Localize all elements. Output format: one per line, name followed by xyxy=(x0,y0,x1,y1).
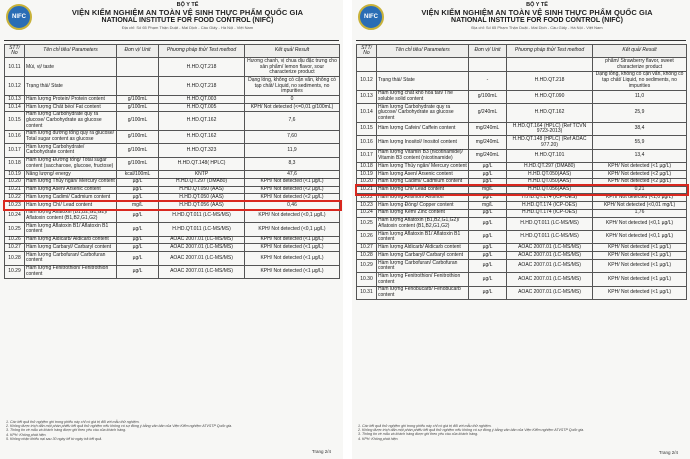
table-row xyxy=(357,209,687,217)
row-parameter: Hàm lượng Asen/ Arsenic content xyxy=(377,170,469,178)
table-row xyxy=(357,178,687,186)
row-method: H.HD.QT.005 xyxy=(159,104,245,112)
report-header xyxy=(352,0,690,44)
row-result: KPH/ Not detected (<1 µg/L) xyxy=(593,259,687,272)
table-row xyxy=(5,265,340,278)
row-number: 10.12 xyxy=(357,71,377,90)
row-parameter: Hàm lượng Carbofuran/ Carbofuran content xyxy=(377,259,469,272)
report-notes xyxy=(358,424,684,441)
row-method: H.HD.QT.174 (ICP-OES) xyxy=(507,202,593,210)
row-unit: µg/L xyxy=(469,217,507,230)
page-number: Trang 2/4 xyxy=(658,450,678,455)
row-method: AOAC 2007.01 (LC-MS/MS) xyxy=(507,286,593,299)
row-unit: - xyxy=(469,71,507,90)
row-parameter: Hàm lượng Aflatoxin B1/ Aflatoxin B1 content xyxy=(377,231,469,244)
row-parameter xyxy=(377,58,469,71)
row-result: KPH/ Not detected (<0,1 µg/L) xyxy=(245,209,340,222)
row-parameter: Hàm lượng Carbaryl/ Carbaryl content xyxy=(377,252,469,260)
row-method: H.HD.QT.003 xyxy=(159,96,245,104)
row-unit: µg/L xyxy=(117,223,159,236)
report-header xyxy=(0,0,343,44)
row-result: KPH/ Not detected (<1 µg/L) xyxy=(593,163,687,171)
row-result: 0,21 xyxy=(593,186,687,194)
row-unit: µg/L xyxy=(117,186,159,194)
row-parameter: Hàm lượng Cadimi/ Cadmium content xyxy=(377,178,469,186)
row-method: AOAC 2007.01 (LC-MS/MS) xyxy=(159,252,245,265)
table-row xyxy=(5,130,340,143)
table-row xyxy=(5,96,340,104)
row-parameter: Hàm lượng chất khô hòa tan/ The soluble solid content xyxy=(377,90,469,103)
row-number: 10.26 xyxy=(357,231,377,244)
row-unit xyxy=(117,58,159,77)
col-method: Phương pháp thử/ Test method xyxy=(159,45,245,58)
row-unit: µg/L xyxy=(469,163,507,171)
row-result: KPH/ Not detected (<1 µg/L) xyxy=(245,236,340,244)
row-method: H.HD.QT.164 (HPLC) (Ref TCVN 9723-2013) xyxy=(507,123,593,136)
institute-name-en: NATIONAL INSTITUTE FOR FOOD CONTROL (NIFC) xyxy=(451,17,623,24)
row-result: KPH/ Not detected (<2 µg/L) xyxy=(245,186,340,194)
institute-name-en: NATIONAL INSTITUTE FOR FOOD CONTROL (NIFC) xyxy=(101,17,274,24)
report-page-left xyxy=(0,0,343,459)
row-method: AOAC 2007.01 (LC-MS/MS) xyxy=(507,259,593,272)
row-unit: µg/L xyxy=(469,244,507,252)
table-row xyxy=(5,144,340,157)
table-row xyxy=(357,149,687,162)
row-method: AOAC 2007.01 (LC-MS/MS) xyxy=(159,236,245,244)
row-unit: µg/L xyxy=(469,286,507,299)
row-unit: µg/L xyxy=(117,252,159,265)
table-row xyxy=(357,71,687,90)
row-number: 10.28 xyxy=(5,252,25,265)
row-result: KPH/ Not detected (<=0,01 g/100mL) xyxy=(245,104,340,112)
row-result: 7,60 xyxy=(245,130,340,143)
nifc-logo: NIFC xyxy=(6,4,32,30)
row-result: 0,46 xyxy=(245,202,340,210)
row-result: KPH/ Not detected (<1 µg/L) xyxy=(245,265,340,278)
row-method: H.HD.QT.050 (AAS) xyxy=(159,186,245,194)
note-line: 1. Các kết quả thử nghiệm ghi trong phiếu này chỉ có giá trị đối với mẫu thử nghiệm. xyxy=(6,420,140,424)
row-number: 10.28 xyxy=(357,252,377,260)
row-parameter: Mùi, vị/ taste xyxy=(25,58,117,77)
row-number: 10.17 xyxy=(357,149,377,162)
table-row xyxy=(357,194,687,202)
row-number: 10.13 xyxy=(357,90,377,103)
col-unit: Đơn vị/ Unit xyxy=(469,45,507,58)
row-unit: µg/L xyxy=(469,273,507,286)
note-line: 3. Thông tin về mẫu và khách hàng được ghi theo yêu cầu của khách hàng. xyxy=(358,432,479,437)
row-unit: µg/L xyxy=(469,259,507,272)
col-stt: STT/ No xyxy=(357,45,377,58)
row-unit: kcal/100mL xyxy=(117,170,159,178)
row-number: 10.11 xyxy=(5,58,25,77)
row-result: 13,4 xyxy=(593,149,687,162)
col-parameters: Tên chỉ tiêu/ Parameters xyxy=(25,45,117,58)
row-method: AOAC 2007.01 (LC-MS/MS) xyxy=(507,244,593,252)
row-parameter: Hàm lượng Carbaryl/ Carbaryl content xyxy=(25,244,117,252)
table-row xyxy=(5,209,340,222)
table-row xyxy=(5,111,340,130)
row-parameter: Hàm lượng Thủy ngân/ Mercury content xyxy=(26,178,115,185)
header-divider xyxy=(356,40,686,41)
row-method: H.HD.QT.174 (ICP-OES) xyxy=(507,209,593,217)
row-method: H.HD.QT.011 (LC-MS/MS) xyxy=(507,231,593,244)
row-parameter: Hàm lượng Aflatoxin B1/ Aflatoxin B1 content xyxy=(25,223,117,236)
row-result: KPH/ Not detected (<1 µg/L) xyxy=(593,286,687,299)
row-unit: µg/L xyxy=(117,244,159,252)
row-number: 10.30 xyxy=(357,273,377,286)
table-row xyxy=(357,170,687,178)
row-result: 25,9 xyxy=(593,104,687,123)
note-line: 5. Không nhận khiếu nại sau 30 ngày kể từ ngày trả kết quả. xyxy=(6,436,103,441)
table-row xyxy=(357,136,687,149)
row-parameter: Trạng thái/ State xyxy=(25,77,117,96)
ministry-name: BỘ Y TẾ xyxy=(176,2,199,8)
row-method: H.HD.QT.011 (LC-MS/MS) xyxy=(159,223,245,236)
row-method xyxy=(507,58,593,71)
row-method: H.HD.QT.148( HPLC) xyxy=(159,157,245,170)
row-number: 10.16 xyxy=(357,136,377,149)
row-method: H.HD.QT.056 (AAS) xyxy=(159,202,245,210)
row-method: H.HD.QT.297 (DMA80) xyxy=(159,178,245,186)
col-unit: Đơn vị/ Unit xyxy=(117,45,159,58)
results-body xyxy=(5,58,340,279)
row-parameter: Hàm lượng Aflatoxin (B1,B2,G1,G2)/ Aflatoxin content (B1,B2,G1,G2) xyxy=(377,217,469,230)
results-table xyxy=(4,44,340,279)
row-result: 7,6 xyxy=(245,111,340,130)
row-number: 10.14 xyxy=(5,104,25,112)
row-parameter: Hàm lượng Đồng/ Copper content xyxy=(377,202,469,210)
row-method: AOAC 2007.01 (LC-MS/MS) xyxy=(507,273,593,286)
table-row xyxy=(357,259,687,272)
row-result: KPH/ Not detected (<1,0 µg/L) xyxy=(593,194,687,202)
note-line: 3. Thông tin về mẫu và khách hàng được ghi theo yêu cầu của khách hàng. xyxy=(6,428,127,433)
table-row xyxy=(5,186,340,194)
row-result: Dạng lỏng, không có cặn vẩn, không có tạp chất/ Liquid, no sediments, no impurities xyxy=(593,71,687,90)
table-row xyxy=(357,186,687,194)
row-parameter: Hàm lượng Chất béo/ Fat content xyxy=(25,104,117,112)
row-number: 10.15 xyxy=(357,123,377,136)
row-parameter: Hàm lượng Đường tổng/ Total sugar content (saccharose, glucose, fructose) xyxy=(25,157,117,170)
row-method: H.HD.QT.050(AAS) xyxy=(507,178,593,186)
table-row xyxy=(5,194,340,202)
table-row xyxy=(5,223,340,236)
row-method: H.HD.QT.050 (AAS) xyxy=(159,194,245,202)
row-unit: mg/240mL xyxy=(469,123,507,136)
row-number: 10.19 xyxy=(5,170,25,178)
row-result: KPH/ Not detected (<1 µg/L) xyxy=(245,252,340,265)
nifc-logo: NIFC xyxy=(358,4,384,30)
row-method: AOAC 2007.01 (LC-MS/MS) xyxy=(159,244,245,252)
row-number: 10.29 xyxy=(5,265,25,278)
row-method: H.HD.QT.090 xyxy=(507,90,593,103)
row-result: 11,9 xyxy=(245,144,340,157)
row-parameter: Hàm lượng Antimon/ Antimon xyxy=(377,194,469,202)
row-unit: µg/L xyxy=(117,236,159,244)
row-parameter: Hàm lượng Cafein/ Caffein content xyxy=(377,123,469,136)
institute-name-vn: VIỆN KIỂM NGHIỆM AN TOÀN VỆ SINH THỰC PHẨM QUỐC GIA xyxy=(421,8,653,17)
table-row xyxy=(5,77,340,96)
header-divider xyxy=(4,40,339,41)
table-row xyxy=(357,90,687,103)
row-result: KPH/ Not detected (<0,1 µg/L) xyxy=(593,231,687,244)
row-number: 10.29 xyxy=(357,259,377,272)
row-result: phẩm/ Strawberry flavor, sweet characterize product xyxy=(593,58,687,71)
table-row xyxy=(5,202,340,210)
note-line: 4. KPH: Không phát hiện. xyxy=(6,432,47,437)
table-row xyxy=(5,58,340,77)
table-row xyxy=(357,244,687,252)
table-header-row xyxy=(5,45,340,58)
note-line: 2. Không được trích dẫn một phần phiếu kết quả thử nghiệm nếu không có sự đồng ý bằng văn bản của Viện Kiểm nghiệm ATVSTP Quốc gia. xyxy=(358,428,585,433)
row-method: H.HD.QT.011 (LC-MS/MS) xyxy=(159,209,245,222)
row-number: 10.18 xyxy=(357,163,377,171)
results-table xyxy=(356,44,687,300)
row-parameter: Hàm lượng Chì/ Lead content xyxy=(25,202,117,210)
results-body xyxy=(357,58,687,300)
table-row xyxy=(5,244,340,252)
row-number: 10.24 xyxy=(5,209,25,222)
row-parameter: Hàm lượng Aldicarb/ Aldicarb content xyxy=(25,236,117,244)
table-row xyxy=(357,58,687,71)
row-parameter: Hàm lượng Cadimi/ Cadmium content xyxy=(25,194,117,202)
row-number: 10.20 xyxy=(5,178,25,186)
table-row xyxy=(357,231,687,244)
row-parameter: Năng lượng/ energy xyxy=(25,170,117,178)
institute-address: Địa chỉ: Số 65 Phạm Thận Duật - Mai Dịch - Cầu Giấy - Hà Nội - Việt Nam xyxy=(121,25,254,30)
row-result: KPH/ Not detected (<2 µg/L) xyxy=(245,194,340,202)
row-method: H.HD.QT.148 (HPLC) (Ref AOAC 977.20) xyxy=(507,136,593,149)
table-row xyxy=(357,286,687,299)
table-row xyxy=(5,104,340,112)
row-parameter: Trạng thái/ State xyxy=(377,71,469,90)
row-parameter: Hàm lượng Protein/ Protein content xyxy=(25,96,117,104)
row-unit: g/100mL xyxy=(117,157,159,170)
row-unit: mg/L xyxy=(117,202,159,210)
table-row xyxy=(357,202,687,210)
row-parameter: Hàm lượng Carbohydrate quy ra glucose/ Carbohydrate as glucose content xyxy=(377,104,469,123)
row-number: 10.16 xyxy=(5,130,25,143)
row-parameter: Hàm lượng Vitamin B3 (nicotinamide)/ Vitamin B3 content (nicotinamide) xyxy=(377,149,469,162)
row-parameter: Hàm lượng Aldicarb/ Aldicarb content xyxy=(377,244,469,252)
table-row xyxy=(357,163,687,171)
row-unit: g/100mL xyxy=(469,90,507,103)
row-method: H.HD.QT.101 xyxy=(507,149,593,162)
row-number: 10.21 xyxy=(357,186,377,194)
row-unit: µg/L xyxy=(469,209,507,217)
row-unit: µg/L xyxy=(469,252,507,260)
row-method: H.HD.QT.218 xyxy=(507,71,593,90)
row-method: H.HD.QT.056(AAS) xyxy=(507,186,593,194)
row-result: 11,0 xyxy=(593,90,687,103)
row-parameter: Hàm lượng Kẽm/ Zinc content xyxy=(377,209,469,217)
row-result: 38,4 xyxy=(593,123,687,136)
row-unit: µg/L xyxy=(469,170,507,178)
ministry-name: BỘ Y TẾ xyxy=(526,2,548,8)
row-unit: g/240mL xyxy=(469,104,507,123)
row-parameter: Hàm lượng Carbofuran/ Carbofuran content xyxy=(25,252,117,265)
row-parameter: Hàm lượng Thủy ngân/ Mercury content xyxy=(378,162,467,169)
institute-address: Địa chỉ: Số 65 Phạm Thận Duật - Mai Dịch - Cầu Giấy - Hà Nội - Việt Nam xyxy=(471,25,603,30)
row-result: KPH/ Not detected (<1 µg/L) xyxy=(245,244,340,252)
row-number xyxy=(357,58,377,71)
row-number: 10.12 xyxy=(5,77,25,96)
row-method: H.HD.QT.218 xyxy=(159,58,245,77)
col-parameters: Tên chỉ tiêu/ Parameters xyxy=(377,45,469,58)
row-result: 47,6 xyxy=(245,170,340,178)
row-method: H.HD.QT.162 xyxy=(507,104,593,123)
row-unit: mg/L xyxy=(469,202,507,210)
row-parameter: Hàm lượng Chì/ Lead content xyxy=(377,186,469,194)
row-unit: µg/L xyxy=(117,265,159,278)
row-method: H.HD.QT.162 xyxy=(159,130,245,143)
note-line: 4. KPH: Không phát hiện. xyxy=(358,436,399,441)
institute-name-vn: VIỆN KIỂM NGHIỆM AN TOÀN VỆ SINH THỰC PHẨM QUỐC GIA xyxy=(71,8,304,17)
row-unit xyxy=(117,77,159,96)
table-row xyxy=(357,104,687,123)
row-method: H.HD.QT.323 xyxy=(159,144,245,157)
col-method: Phương pháp thử/ Test method xyxy=(507,45,593,58)
row-unit: g/100mL xyxy=(117,111,159,130)
table-header-row xyxy=(357,45,687,58)
row-result: KPH/ Not detected (<0,01 mg/L) xyxy=(593,202,687,210)
table-row xyxy=(5,252,340,265)
table-row xyxy=(357,273,687,286)
row-result: KPH/ Not detected (<1 µg/L) xyxy=(593,244,687,252)
row-unit: mg/240mL xyxy=(469,136,507,149)
row-number: 10.23 xyxy=(357,202,377,210)
row-unit: µg/L xyxy=(117,209,159,222)
table-row xyxy=(5,178,340,186)
row-number: 10.17 xyxy=(5,144,25,157)
row-parameter: Hàm lượng Carbohydrate/ Carbohydrate content xyxy=(25,144,117,157)
row-result: KPH/ Not detected (<2 µg/L) xyxy=(593,170,687,178)
row-result: 1,76 xyxy=(593,209,687,217)
col-result: Kết quả/ Result xyxy=(245,45,340,58)
note-line: 1. Các kết quả thử nghiệm ghi trong phiếu này chỉ có giá trị đối với mẫu thử nghiệm. xyxy=(358,424,492,428)
row-unit: µg/L xyxy=(469,194,507,202)
row-parameter: Hàm lượng Carbohydrate quy ra glucose/ Carbohydrate as glucose content xyxy=(25,111,117,130)
row-method: AOAC 2007.01 (LC-MS/MS) xyxy=(159,265,245,278)
row-parameter: Hàm lượng Fenitrothion/ Fenitrothion content xyxy=(25,265,117,278)
row-unit: µg/L xyxy=(117,194,159,202)
row-number: 10.27 xyxy=(357,244,377,252)
row-unit: µg/L xyxy=(117,178,159,186)
row-unit: g/100mL xyxy=(117,130,159,143)
row-result: 55,9 xyxy=(593,136,687,149)
row-number: 10.18 xyxy=(5,157,25,170)
row-number: 10.22 xyxy=(5,194,25,202)
row-number: 10.23 xyxy=(5,202,25,210)
row-result: KPH/ Not detected (<1 µg/L) xyxy=(245,178,340,186)
row-result: KPH/ Not detected (<1 µg/L) xyxy=(593,252,687,260)
row-number: 10.25 xyxy=(5,223,25,236)
row-number: 10.26 xyxy=(5,236,25,244)
row-number: 10.15 xyxy=(5,111,25,130)
row-result: KPH/ Not detected (<1 µg/L) xyxy=(593,273,687,286)
table-row xyxy=(357,217,687,230)
row-result: 0 xyxy=(245,96,340,104)
row-method: H.HD.QT.174 (ICP-OES) xyxy=(507,194,593,202)
row-method: H.HD.QT.050(AAS) xyxy=(507,170,593,178)
page-number: Trang 2/4 xyxy=(311,449,331,454)
table-row xyxy=(5,236,340,244)
row-number: 10.13 xyxy=(5,96,25,104)
row-number: 10.14 xyxy=(357,104,377,123)
row-number: 10.22 xyxy=(357,194,377,202)
row-parameter: Hàm lượng Inositol/ Inositol content xyxy=(377,136,469,149)
table-row xyxy=(5,157,340,170)
row-method: H.HD.QT.162 xyxy=(159,111,245,130)
row-parameter: Hàm lượng Fenitrothion/ Fenitrothion content xyxy=(377,273,469,286)
row-result: Dạng lỏng, không có cặn vẩn, không có tạp chất/ Liquid, no sediments, no impurities xyxy=(245,77,340,96)
row-number: 10.25 xyxy=(357,217,377,230)
row-unit: g/100mL xyxy=(117,104,159,112)
row-number: 10.27 xyxy=(5,244,25,252)
row-number: 10.24 xyxy=(357,209,377,217)
row-parameter: Hàm lượng đường tổng quy ra glucose/ Total sugar content as glucose xyxy=(25,130,117,143)
report-notes xyxy=(6,420,337,441)
row-unit: mg/L xyxy=(469,186,507,194)
row-method: H.HD.QT.218 xyxy=(159,77,245,96)
row-unit: g/100mL xyxy=(117,144,159,157)
row-method: AOAC 2007.01 (LC-MS/MS) xyxy=(507,252,593,260)
row-number: 10.19 xyxy=(357,170,377,178)
row-method: H.HD.QT.297 (DMA80) xyxy=(507,163,593,171)
row-result: 8,3 xyxy=(245,157,340,170)
row-method: H.HD.QT.011 (LC-MS/MS) xyxy=(507,217,593,230)
row-result: KPH/ Not detected (<0,1 µg/L) xyxy=(593,217,687,230)
row-unit: µg/L xyxy=(469,231,507,244)
report-page-right xyxy=(352,0,690,459)
row-unit: g/100mL xyxy=(117,96,159,104)
row-unit: mg/240mL xyxy=(469,149,507,162)
row-unit: µg/L xyxy=(469,178,507,186)
col-result: Kết quả/ Result xyxy=(593,45,687,58)
row-parameter: Hàm lượng Fenobucarb/ Fenobucarb content xyxy=(377,286,469,299)
row-parameter: Hàm lượng Asen/ Arsenic content xyxy=(25,186,117,194)
table-row xyxy=(357,123,687,136)
row-method: KNTP xyxy=(159,170,245,178)
row-result: KPH/ Not detected (<0,1 µg/L) xyxy=(245,223,340,236)
row-number: 10.31 xyxy=(357,286,377,299)
table-row xyxy=(357,252,687,260)
row-number: 10.20 xyxy=(357,178,377,186)
note-line: 2. Không được trích dẫn một phần phiếu kết quả thử nghiệm nếu không có sự đồng ý bằng văn bản của Viện Kiểm nghiệm ATVSTP Quốc gia. xyxy=(6,424,233,429)
col-stt: STT/ No xyxy=(5,45,25,58)
row-number: 10.21 xyxy=(5,186,25,194)
row-parameter: Hàm lượng Aflatoxin (B1,B2,G1,G2)/ Aflatoxin content (B1,B2,G1,G2) xyxy=(25,209,117,222)
row-unit xyxy=(469,58,507,71)
row-result: Hương chanh, vị chua dịu đặc trưng cho sản phẩm/ lemon flavor, sour characterize product xyxy=(245,58,340,77)
row-result: KPH/ Not detected (<2 µg/L) xyxy=(593,178,687,186)
